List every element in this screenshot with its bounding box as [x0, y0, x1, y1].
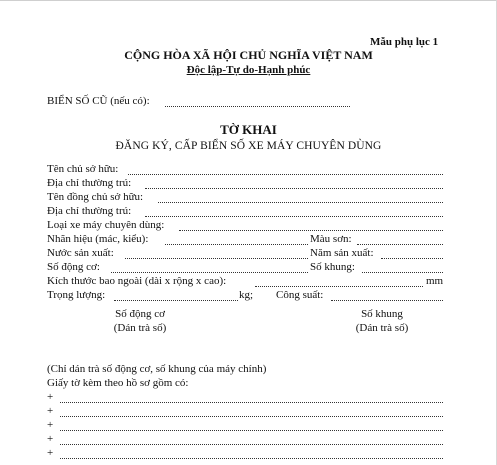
- vehicle-type-label: Loại xe máy chuyên dùng:: [47, 219, 165, 231]
- brand-model-field: [165, 244, 308, 245]
- paint-color-label: Màu sơn:: [310, 233, 352, 245]
- page-border-top: [0, 0, 497, 1]
- footnote: (Chỉ dán trà số động cơ, số khung của máy chính): [47, 363, 267, 375]
- owner-address-field: [145, 188, 443, 189]
- owner-name-field: [128, 174, 443, 175]
- nation-heading: CỘNG HÒA XÃ HỘI CHỦ NGHĨA VIỆT NAM: [124, 48, 373, 62]
- frame-sticker-note: (Dán trà số): [355, 321, 409, 334]
- form-title: TỜ KHAI: [220, 122, 277, 137]
- weight-unit: kg;: [239, 289, 254, 301]
- frame-sticker-block: [342, 308, 422, 336]
- attachment-line-5: [60, 458, 443, 459]
- country-label: Nước sản xuất:: [47, 247, 114, 259]
- attachment-bullet: +: [47, 419, 54, 431]
- attachment-line-3: [60, 430, 443, 431]
- attachment-bullet: +: [47, 447, 54, 459]
- motto: Độc lập-Tự do-Hạnh phúc: [186, 64, 311, 76]
- weight-field: [114, 300, 238, 301]
- owner-name-label: Tên chủ sở hữu:: [47, 163, 119, 175]
- attachment-line-2: [60, 416, 443, 417]
- co-owner-name-field: [158, 202, 443, 203]
- country-field: [125, 258, 308, 259]
- engine-sticker-note: (Dán trà số): [113, 321, 167, 334]
- old-plate-dotted-line: [165, 106, 350, 107]
- old-plate-label: BIỂN SỐ CŨ (nếu có):: [47, 95, 150, 107]
- engine-no-label: Số động cơ:: [47, 261, 100, 273]
- attachment-line-4: [60, 444, 443, 445]
- co-owner-address-field: [145, 216, 443, 217]
- brand-model-label: Nhãn hiệu (mác, kiểu):: [47, 233, 149, 245]
- attachment-bullet: +: [47, 433, 54, 445]
- frame-no-field: [362, 272, 443, 273]
- engine-no-field: [111, 272, 308, 273]
- frame-no-label: Số khung:: [310, 261, 355, 273]
- attachment-bullet: +: [47, 405, 54, 417]
- dimensions-unit: mm: [426, 275, 444, 287]
- power-field: [331, 300, 443, 301]
- frame-sticker-label: Số khung: [361, 308, 403, 320]
- vehicle-type-field: [179, 230, 443, 231]
- attachments-label: Giấy tờ kèm theo hồ sơ gồm có:: [47, 377, 189, 389]
- co-owner-address-label: Địa chỉ thường trú:: [47, 205, 132, 217]
- annex-label: Mẫu phụ lục 1: [370, 36, 439, 48]
- power-label: Công suất:: [276, 289, 324, 301]
- attachment-bullet: +: [47, 391, 54, 403]
- year-field: [381, 258, 443, 259]
- dimensions-field: [255, 286, 423, 287]
- engine-sticker-label: Số động cơ: [115, 308, 165, 320]
- owner-address-label: Địa chỉ thường trú:: [47, 177, 132, 189]
- engine-sticker-block: [100, 308, 180, 336]
- co-owner-name-label: Tên đồng chủ sở hữu:: [47, 191, 144, 203]
- weight-label: Trọng lượng:: [47, 289, 106, 301]
- attachment-line-1: [60, 402, 443, 403]
- dimensions-label: Kích thước bao ngoài (dài x rộng x cao):: [47, 275, 227, 287]
- paint-color-field: [357, 244, 443, 245]
- form-subtitle: ĐĂNG KÝ, CẤP BIỂN SỐ XE MÁY CHUYÊN DÙNG: [115, 140, 382, 152]
- year-label: Năm sản xuất:: [310, 247, 374, 259]
